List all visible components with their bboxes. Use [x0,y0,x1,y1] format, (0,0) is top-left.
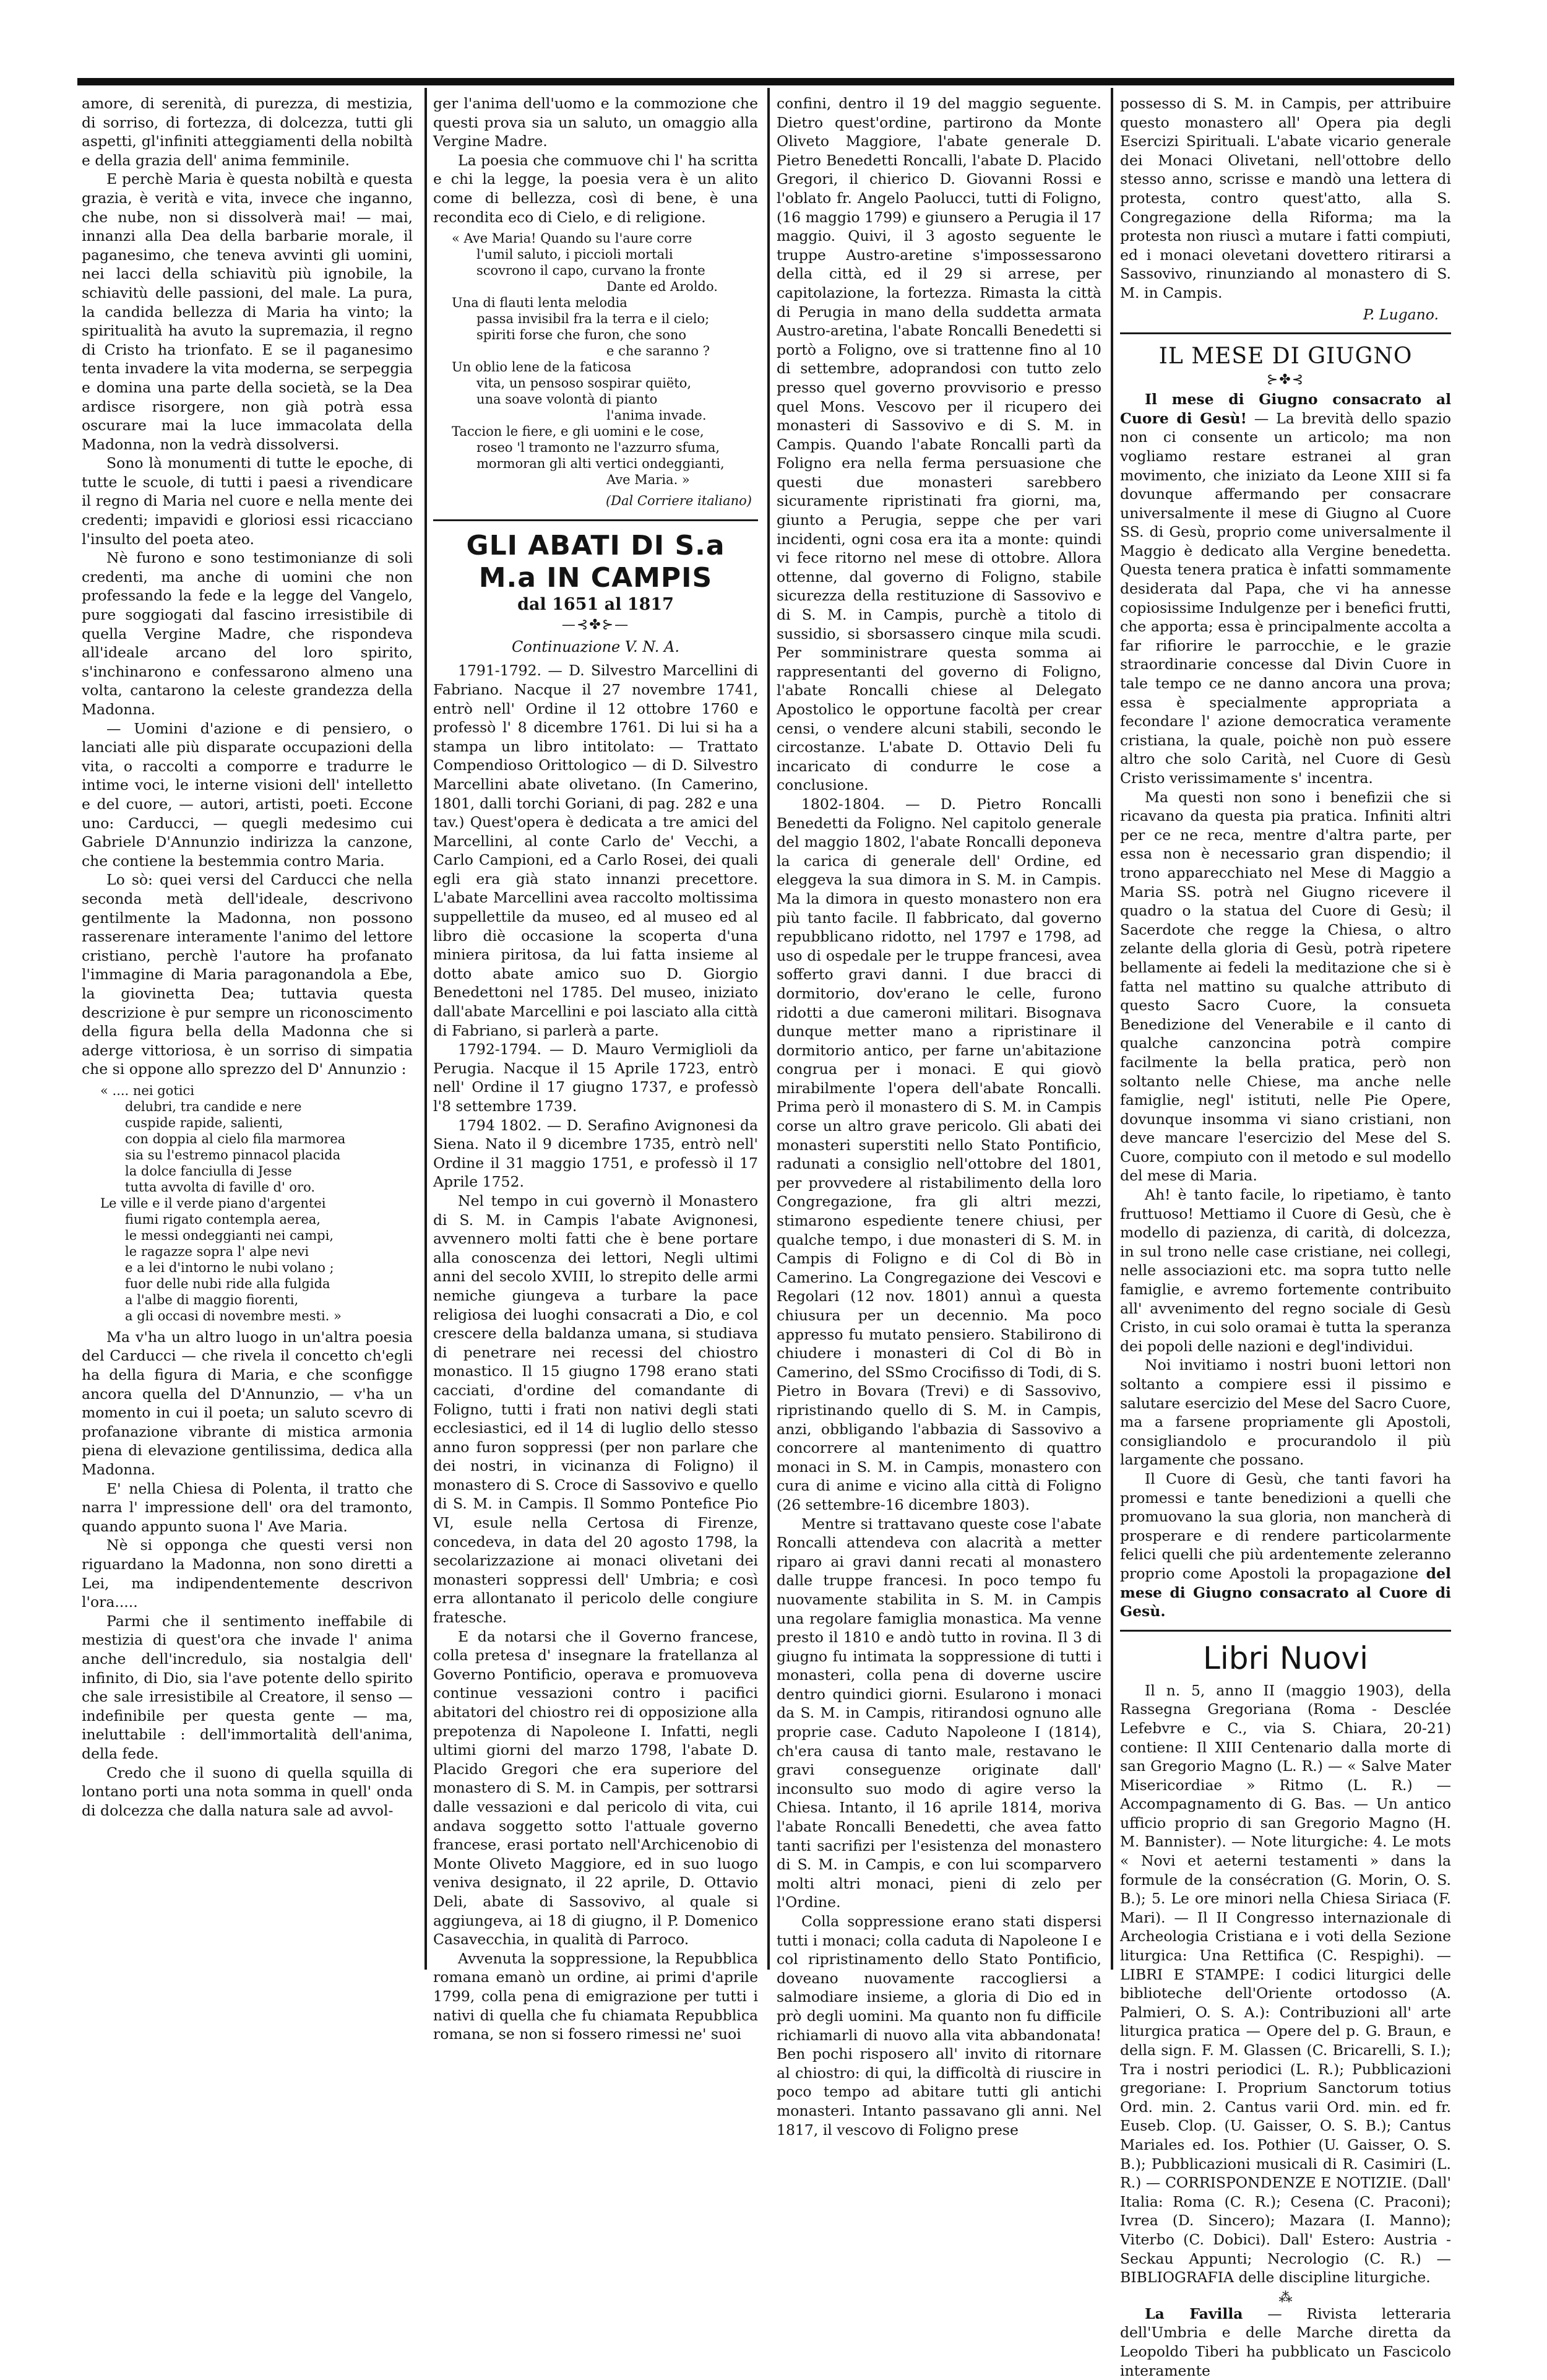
verse-line: « .... nei gotici [100,1083,194,1098]
verse-line: delubri, tra candide e nere [125,1099,302,1114]
paragraph: Lo sò: quei versi del Carducci che nella seconda metà dell'ideale, descrivono gentilmente la Madonna, non possono rasserenare interamente l'animo del lettore cristiano, perchè l'autore ha profanato l'immagine di Maria paragonandola a Ebe, la giovinetta Dea; tuttavia questa descrizione è pur sempre un riconoscimento della figura bella della Madonna che si aderge vittoriosa, è un sorriso di simpatia che si oppone allo sprezzo del D' Annunzio : [82,871,413,1078]
paragraph: E da notarsi che il Governo francese, colla pretesa d' insegnare la fratellanza al Governo Pontificio, operava e promuoveva continue vessazioni contro i pacifici abitatori del chiostro rei di opposizione alla prepotenza di Napoleone I. Infatti, negli ultimi giorni del marzo 1798, l'abate D. Placido Gregori che era superiore del monastero di S. M. in Campis, per sottrarsi dalle vessazioni e dal pericolo di vita, cui andava soggetto sotto l'attuale governo francese, erasi portato nell'Archicenobio di Monte Oliveto Maggiore, ed in suo luogo veniva designato, il 22 aprile, D. Ottavio Deli, abate di Sassovivo, al quale si aggiungeva, ai 18 di giugno, il P. Domenico Casavecchia, in qualità di Parroco. [433,1627,758,1949]
paragraph: amore, di serenità, di purezza, di mestizia, di sorriso, di fortezza, di dolcezza, tutti gli aspetti, gl'infiniti atteggiamenti della nobiltà e della grazia dell' anima femminile. [82,95,413,169]
section-rule [433,519,758,521]
column-2 [433,94,758,2043]
mese-title: IL MESE DI GIUGNO [1158,344,1413,370]
favilla-lead: La Favilla [1145,2304,1243,2322]
verse-line: la dolce fanciulla di Jesse [125,1163,292,1179]
paragraph: Ma questi non sono i benefizii che si ricavano da questa pia pratica. Infiniti altri per ce ne reca, mentre d'altra parte, per essa non è necessario gran dispendio; il trono apparecchiato nel Mese di Maggio a Maria SS. potrà nel Giugno ricevere il quadro o la statua del Cuore di Gesù; il Sacerdote che regge la Chiesa, o altro zelante della gloria di Gesù, potrà ripetere bellamente ai fedeli la meditazione che si è fatta nel mattino su qualche attributo di questo Sacro Cuore, la consueta Benedizione del Venerabile e il canto di qualche canzoncina potrà compire facilmente la bella pratica, però non soltanto nelle Chiese, ma anche nelle famiglie, negl' istituti, nelle Pie Opere, dovunque insomma vi siano cristiani, non deve mancare l'esercizio del Mese del S. Cuore, compiuto con il metodo e sul modello del mese di Maria. [1120,788,1451,1185]
mese-closing: del mese di Giugno consacrato al Cuore di Gesù. [1120,1564,1451,1621]
verse-line: fuor delle nubi ride alla fulgida [125,1276,330,1291]
ornament: —⊰✤⊱— [561,617,630,633]
paragraph: confini, dentro il 19 del maggio seguente. Dietro quest'ordine, partirono da Monte Oliveto Maggiore, l'abate generale D. Pietro Benedetti Roncalli, l'abate D. Placido Gregori, il chierico D. Giovanni Rossi e l'oblato fr. Angelo Paolucci, tutti di Foligno, (16 maggio 1799) e giunsero a Perugia il 17 maggio. Quivi, il 3 agosto seguente le truppe Austro-aretine s'impossessarono della città, ed il 29 si arrese, per capitolazione, la fortezza. Rimasta la città di Perugia in mano della suddetta armata Austro-aretina, l'abate Roncalli Benedetti si portò a Foligno, ove si trattenne fino al 10 di settembre, adoprandosi con tutto zelo presso quel governo provvisorio e presso quel Mons. Vescovo per il ricupero dei monasteri di Sassovivo e di S. M. in Campis. Quando l'abate Roncalli partì da Foligno era nella ferma persuasione che questi due monasteri sarebbero sicuramente ripristinati fra giorni, ma, giunto a Perugia, seppe che per vari incidenti, ogni cosa era ita a monte: quindi vi fece ritorno nel mese di ottobre. Allora ottenne, dal governo di Foligno, stabile sicurezza della restituzione di Sassovivo e di S. M. in Campis, purchè a titolo di sussidio, si sborsassero cinque mila scudi. Per somministrare questa somma ai rappresentanti del governo di Foligno, l'abate Roncalli chiese al Delegato Apostolico le opportune facoltà per crear censi, o vendere alcuni stabili, secondo le circostanze. L'abate D. Ottavio Deli fu incaricato di condurre le cose a conclusione. [777,95,1101,794]
paragraph: 1802-1804. — D. Pietro Roncalli Benedetti da Foligno. Nel capitolo generale del maggio 1802, l'abate Roncalli deponeva la carica di generale dell' Ordine, ed eleggeva la sua dimora in S. M. in Campis. Ma la dimora in questo monastero non era più tanto facile. Il fabbricato, dal governo repubblicano ridotto, nel 1797 e 1798, ad uso di ospedale per le truppe francesi, avea sofferto gravi danni. I due bracci di dormitorio, dov'erano le celle, furono ridotti a due cameroni militari. Bisognava dunque metter mano a ripristinare il dormitorio antico, per farne un'abitazione congrua per i monaci. E qui giovò mirabilmente l'opera dell'abate Roncalli. Prima però il monastero di S. M. in Campis corse un altro grave pericolo. Gli abati dei monasteri superstiti nello Stato Pontificio, radunati a consiglio nell'ottobre del 1801, per provvedere al ristabilimento della loro Congregazione, fra gli altri mezzi, stimarono espediente tenere chiusi, per qualche tempo, i due monasteri di S. M. in Campis di Foligno e di Col di Bò in Camerino. La Congregazione dei Vescovi e Regolari (12 nov. 1801) annuì a questa chiusura per un decennio. Ma poco appresso fu mutato pensiero. Stabilirono di chiudere i monasteri di Col di Bò in Camerino, del SSmo Crocifisso di Todi, di S. Pietro in Bovara (Trevi) e di Sassovivo, ripristinando quello di S. M. in Campis, anzi, obbligando l'abbazia di Sassovivo a concorrere al mantenimento di quattro monaci in S. M. in Campis, monastero con cura di anime e vicino alla città di Foligno (26 settembre-16 dicembre 1803). [777,795,1101,1513]
paragraph: possesso di S. M. in Campis, per attribuire questo monastero all' Opera pia degli Esercizi Spirituali. L'abate vicario generale dei Monaci Olivetani, nell'ottobre dello stesso anno, scrisse e mandò una lettera di protesta, contro quest'atto, alla S. Congregazione della Riforma; ma la protesta non riuscì a mutare i fatti compiuti, ed i monaci olevetani dovettero ritirarsi a Sassovivo, rinunziando al monastero di S. M. in Campis. [1120,95,1451,301]
mese-text: Il Cuore di Gesù, che tanti favori ha promessi e tante benedizioni a quelli che promuovano la sua gloria, non mancherà di prosperare e di rendere particolarmente felici quelli che più ardentemente zeleranno proprio come Apostoli la propagazione [1120,1469,1451,1582]
verse-line: Una di flauti lenta melodia [452,295,627,311]
continuation-note: Continuazione V. N. A. [512,638,679,656]
mese-lead: Il mese di Giugno consacrato al Cuore di Gesù! [1120,391,1451,427]
carducci-verse [100,1083,413,1324]
verse-line: sia su l'estremo pinnacol placida [125,1147,341,1162]
asterism: ⁂ [1278,2290,1293,2306]
signature: P. Lugano. [1363,305,1439,323]
verse-line: Ave Maria. » [606,472,690,488]
paragraph: Mentre si trattavano queste cose l'abate Roncalli attendeva con alacrità a metter riparo ai gravi danni recati al monastero dalle truppe francesi. In poco tempo fu nuovamente stabilita in S. M. in Campis una regolare famiglia monastica. Ma venne presto il 1810 e andò tutto in rovina. Il 3 di giugno fu intimata la soppressione di tutti i monasteri, colla pena di doverne uscire dentro quindici giorni. Esularono i monaci da S. M. in Campis, ritirandosi ognuno alle proprie case. Caduto Napoleone I (1814), ch'era causa di tanto male, restavano le gravi conseguenze originate dall' inconsulto suo modo di agire verso la Chiesa. Intanto, il 16 aprile 1814, moriva l'abate Roncalli Benedetti, che avea fatto tanti sacrifizi per l'esistenza del monastero di S. M. in Campis, e con lui scomparvero molti altri monaci, pieni di zelo per l'Ordine. [777,1515,1101,1911]
paragraph: 1791-1792. — D. Silvestro Marcellini di Fabriano. Nacque il 27 novembre 1741, entrò nell' Ordine il 12 ottobre 1760 e professò l' 8 dicembre 1761. Di lui si ha a stampa un libro intitolato: — Trattato Compendioso Orittologico — di D. Silvestro Marcellini abate olivetano. (In Camerino, 1801, dalli torchi Goriani, di pag. 282 e una tav.) Quest'opera è dedicata a tre amici del Marcellini, al conte Carlo de' Vecchi, a Carlo Campioni, ed a Carlo Rosei, dei quali egli era già stato innanzi precettore. L'abate Marcellini avea raccolto moltissima suppellettile da museo, ed al museo ed al libro diè occasione la scoperta d'una miniera piritosa, da lui fatta insieme al dotto abate amico suo D. Giorgio Benedettoni nel 1785. Del museo, iniziato dall'abate Marcellini e poi lasciato alla città di Fabriano, si parlerà a parte. [433,662,758,1039]
verse-line: l'anima invade. [606,408,707,423]
ornament: ⊱✤⊰ [1266,372,1305,388]
paragraph: — Uomini d'azione e di pensiero, o lanciati alle più disparate occupazioni della vita, o raccolti a comporre e tradurre le intime voci, le interne visioni dell' intelletto e del cuore, — autori, artisti, poeti. Eccone uno: Carducci, — quegli medesimo cui Gabriele D'Annunzio indirizza la canzone, che contiene la bestemmia contro Maria. [82,719,413,870]
verse-line: Taccion le fiere, e gli uomini e le cose, [452,424,704,439]
verse-line: le ragazze sopra l' alpe nevi [125,1244,309,1259]
source-credit: (Dal Corriere italiano) [605,493,752,509]
paragraph: Il n. 5, anno II (maggio 1903), della Rassegna Gregoriana (Roma - Desclée Lefebvre e C., via S. Chiara, 20-21) contiene: Il XIII Centenario dalla morte di san Gregorio Magno (L. R.) — « Salve Mater Misericordiae » Ritmo (L. R.) — Accompagnamento di G. Bas. — Un antico ufficio proprio di san Gregorio Magno (H. M. Bannister). — Note liturgiche: 4. Le mots « Novi et aeterni testamenti » dans la formule de la consécration (G. Morin, O. S. B.); 5. Le ore minori nella Chiesa Siriaca (F. Mari). — Il II Congresso internazionale di Archeologia Cristiana e i voti della Sezione liturgica: Una Rettifica (C. Respighi). — LIBRI E STAMPE: I codici liturgici delle biblioteche dell'Oriente ortodosso (A. Palmieri, O. S. A.): Contribuzioni all' arte liturgica pratica — Opere del p. G. Braun, e della sign. F. M. Glassen (C. Bricarelli, S. I.); Tra i nostri periodici (L. R.); Pubblicazioni gregoriane: I. Proprium Sanctorum totius Ord. min. 2. Cantus varii Ord. min. ed fr. Euseb. Clop. (U. Gaisser, O. S. B.); Cantus Mariales ed. Ios. Pothier (U. Gaisser, O. S. B.); Pubblicazioni musicali di R. Casimiri (L. R.) — CORRISPONDENZE E NOTIZIE. (Dall' Italia: Roma (C. R.); Cesena (C. Praconi); Ivrea (D. Sincero); Mazara (I. Manno); Viterbo (C. Dobici). Dall' Estero: Austria - Seckau Appunti; Necrologio (C. R.) — BIBLIOGRAFIA delle discipline liturgiche. [1120,1681,1451,2287]
paragraph [1120,2304,1451,2380]
article-title: GLI ABATI DI S.a M.a IN CAMPIS [466,529,725,594]
verse-line: cuspide rapide, salienti, [125,1115,283,1130]
libri-title: Libri Nuovi [1203,1640,1368,1676]
verse-line: « Ave Maria! Quando su l'aure corre [452,231,692,246]
verse-line: mormoran gli alti vertici ondeggianti, [476,456,725,472]
paragraph: Parmi che il sentimento ineffabile di mestizia di quest'ora che invade l' anima anche dell'incredulo, sia nostalgia dell' infinito, di Dio, sia l'ave potente dello spirito che sale irresistibile al Creatore, il senso — indefinibile per questa gente — ma, ineluttabile : dell'immortalità dell'anima, della fede. [82,1612,413,1762]
column-divider [424,88,427,1970]
verse-line: a l'albe di maggio fiorenti, [125,1292,299,1307]
paragraph: La poesia che commuove chi l' ha scritta e chi la legge, la poesia vera è un alito come di bellezza, così di bene, è una recondita eco di Cielo, e di religione. [433,151,758,226]
paragraph [1120,1469,1451,1621]
column-divider [1111,88,1113,1970]
verse-line: Dante ed Aroldo. [606,279,718,295]
paragraph [1120,390,1451,787]
verse-line: spiriti forse che furon, che sono [476,327,687,343]
paragraph: ger l'anima dell'uomo e la commozione che questi prova sia un saluto, un omaggio alla Vergine Madre. [433,95,758,150]
mese-text: — La brevità dello spazio non ci consente un articolo; ma non vogliamo restare estranei al gran movimento, che iniziato da Leone XIII si fa dovunque affermando per consacrare universalmente il mese di Giugno al Cuore SS. di Gesù, proprio come universalmente il Maggio è dedicato alla Vergine benedetta. Questa tenera pratica è infatti sommamente desiderata dal Papa, che vi ha annesse copiosissime Indulgenze per i benefici frutti, che apporta; essa è principalmente accolta a far rifiorire le parrocchie, e le grazie straordinarie concesse dal Divin Cuore in tale tempo ce ne danno ancora una prova; essa è specialmente appropriata a fecondare l' azione democratica veramente cristiana, la quale, poichè non può essere altro che solo Carità, nel Cuore di Gesù Cristo verissimamente s' incentra. [1120,409,1452,787]
paragraph: Nè furono e sono testimonianze di soli credenti, ma anche di uomini che non professando la fede e la legge del Vangelo, pure soggiogati dal fascino irresistibile di quella Vergine Madre, che rispondeva all'ideale arcano del loro spirito, s'inchinarono e confessarono almeno una volta, cantarono la celeste grandezza della Madonna. [82,549,413,718]
section-rule [1120,1630,1451,1632]
verse-line: a gli occasi di novembre mesti. » [125,1308,342,1323]
paragraph: Nel tempo in cui governò il Monastero di S. M. in Campis l'abate Avignonesi, avvennero molti fatti che è bene portare alla conoscenza dei lettori, Negli ultimi anni del secolo XVIII, lo strepito delle armi nemiche giungeva a turbare la pace religiosa dei luoghi consacrati a Dio, e col crescere della baldanza umana, si studiava di penetrare nei recessi del chiostro monastico. Il 15 giugno 1798 erano stati cacciati, d'ordine del comandante di Foligno, tutti i frati non nativi degli stati ecclesiastici, ed il 14 di luglio dello stesso anno furon soppressi (per non parlare che dei nostri, in vicinanza di Foligno) il monastero di S. Croce di Sassovivo e quello di S. M. in Campis. Il Sommo Pontefice Pio VI, esule nella Certosa di Firenze, concedeva, in data del 20 agosto 1798, la secolarizzazione ai monaci olivetani dei monasteri soppressi dell' Umbria; e così erra allontanato il pericolo delle congiure fratesche. [433,1192,758,1627]
section-rule [1120,332,1451,334]
verse-line: tutta avvolta di faville d' oro. [125,1179,316,1195]
verse-line: scovrono il capo, curvano la fronte [476,263,705,279]
paragraph: 1792-1794. — D. Mauro Vermiglioli da Perugia. Nacque il 15 Aprile 1723, entrò nell' Ordine il 17 giugno 1737, e professò l'8 settembre 1739. [433,1041,758,1115]
verse-line: passa invisibil fra la terra e il cielo; [476,311,710,327]
article-subtitle: dal 1651 al 1817 [517,594,674,614]
paragraph: Nè si opponga che questi versi non riguardano la Madonna, non sono diretti a Lei, ma indipendentemente descrivon l'ora..... [82,1536,413,1611]
column-1 [82,94,413,1970]
verse-line: e a lei d'intorno le nubi volano ; [125,1260,334,1275]
verse-line: fiumi rigato contempla aerea, [125,1211,321,1227]
paragraph: Ah! è tanto facile, lo ripetiamo, è tanto fruttuoso! Mettiamo il Cuore di Gesù, che è modello di pazienza, di carità, di dolcezza, in sul trono nelle case cristiane, nei collegi, nelle associazioni etc. ma sopra tutto nelle famiglie, e avremo fortemente contribuito all' avvenimento del regno sociale di Gesù Cristo, in cui solo oramai è tutta la speranza dei popoli delle nazioni e degl'individui. [1120,1186,1451,1355]
column-divider [767,88,770,1970]
verse-line: vita, un pensoso sospirar quiëto, [476,376,692,391]
favilla-text: — Rivista letteraria dell'Umbria e delle Marche diretta da Leopoldo Tiberi ha pubblicato un Fascicolo interamente [1120,2304,1451,2379]
verse-line: Un oblio lene de la faticosa [452,360,632,375]
paragraph: Ma v'ha un altro luogo in un'altra poesia del Carducci — che rivela il concetto ch'egli ha della figura di Maria, e che sconfigge ancora quella del D'Annunzio, — v'ha un momento in cui il poeta; un saluto scevro di profanazione vibrante di mistica armonia piena di elevazione gentilissima, dedica alla Madonna. [82,1328,413,1479]
paragraph: E perchè Maria è questa nobiltà e questa grazia, è verità e vita, invece che inganno, che nube, non si dissolverà mai! — mai, innanzi alla Dea della barbarie morale, il paganesimo, che teneva avvinti gli uomini, nei lacci della schiavitù più ignobile, la schiavitù delle passioni, del male. La pura, la candida bellezza di Maria ha vinto; la spiritualità ha avuto la supremazia, il regno di Cristo ha trionfato. E se il paganesimo tenta invadere la vita moderna, se serpeggia e domina una parte della società, se la Dea ardisce risorgere, non già potrà essa oscurare mai la luce immacolata della Madonna, non la vedrà dissolversi. [82,170,413,453]
verse-line: roseo 'l tramonto ne l'azzurro sfuma, [476,440,720,456]
paragraph: Credo che il suono di quella squilla di lontano porti una nota somma in quell' onda di dolcezza che dalla natura sale ad avvol- [82,1763,413,1819]
verse-line: l'umil saluto, i piccioli mortali [476,247,673,262]
paragraph: Colla soppressione erano stati dispersi tutti i monaci; colla caduta di Napoleone I e col ripristinamento dello Stato Pontificio, doveano nuovamente raccogliersi a salmodiare insieme, a gloria di Dio ed in prò degli uomini. Ma quanto non fu difficile richiamarli di nuovo alla vita abbandonata! Ben pochi risposero all' invito di ritornare al chiostro: di qui, la difficoltà di riuscire in poco tempo ad abitare tutti gli antichi monasteri. Intanto passavano gli anni. Nel 1817, il vescovo di Foligno prese [777,1913,1101,2139]
paragraph: E' nella Chiesa di Polenta, il tratto che narra l' impressione dell' ora del tramonto, quando appunto suona l' Ave Maria. [82,1479,413,1535]
verse-line: le messi ondeggianti nei campi, [125,1227,334,1243]
paragraph: Noi invitiamo i nostri buoni lettori non soltanto a compiere essi il pissimo e salutare esercizio del Mese del Sacro Cuore, ma a farsene propriamente gli Apostoli, consigliandolo e procurandolo il più largamente che possano. [1120,1356,1451,1469]
polenta-verse [452,230,758,488]
verse-line: una soave volontà di pianto [476,392,658,407]
verse-line: Le ville e il verde piano d'argentei [100,1195,326,1211]
paragraph: Avvenuta la soppressione, la Repubblica romana emanò un ordine, ai primi d'aprile 1799, colla pena di emigrazione per tutti i nativi di quella che fu chiamata Repubblica romana, se non si fossero rimessi ne' suoi [433,1949,758,2043]
column-4 [1120,94,1452,2379]
verse-line: e che saranno ? [606,344,710,359]
top-rule [77,78,1454,85]
paragraph: 1794 1802. — D. Serafino Avignonesi da Siena. Nato il 9 dicembre 1735, entrò nell' Ordine il 31 maggio 1751, e professò il 17 Aprile 1752. [433,1116,758,1191]
paragraph: Sono là monumenti di tutte le epoche, di tutte le scuole, di tutti i paesi a rivendicare il regno di Maria nel cuore e nella mente dei credenti; impavidi e gloriosi essi ricacciano l'insulto del poeta ateo. [82,454,413,548]
column-3 [777,94,1101,2139]
verse-line: con doppia al cielo fila marmorea [125,1131,346,1146]
